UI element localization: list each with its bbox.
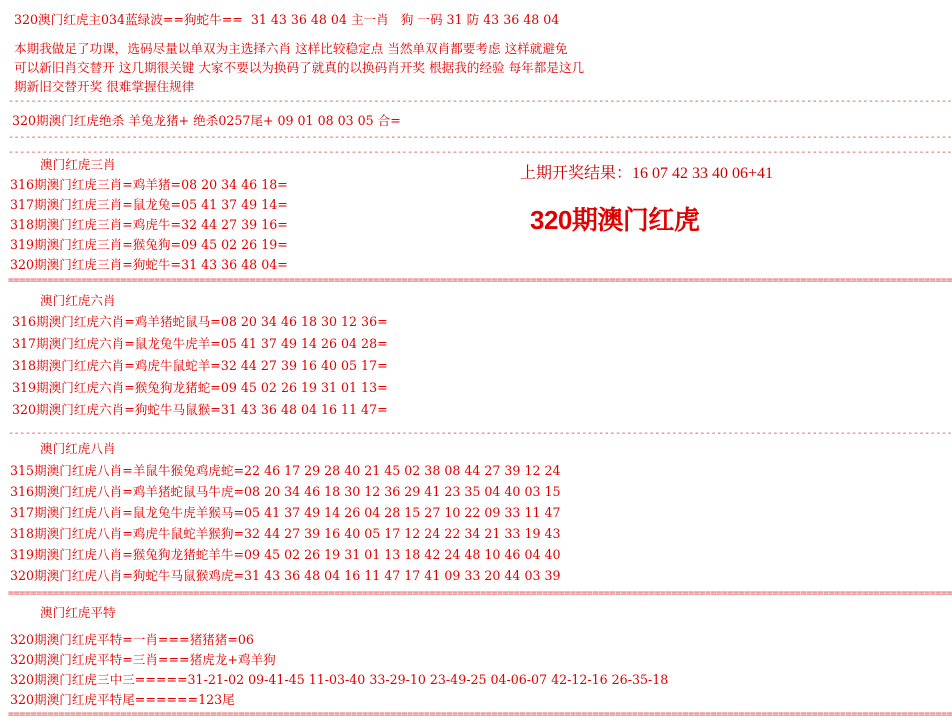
special-row: 320期澳门红虎平特尾======123尾 [10, 692, 235, 707]
special-row: 320期澳门红虎三中三=====31-21-02 09-41-45 11-03-40 33-29-10 23-49-25 04-06-07 42-12-16 26-35-18 [10, 672, 669, 687]
dash-divider: ------------------------------------------------------------------------------------------------------------------------------------------------------------------------ [8, 96, 952, 107]
dash-divider: ------------------------------------------------------------------------------------------------------------------------------------------------------------------------ [8, 428, 952, 439]
header-title-line: 320澳门红虎主034蓝绿波==狗蛇牛== 31 43 36 48 04 主一肖 狗 一码 31 防 43 36 48 04 [14, 12, 560, 27]
big-title: 320期澳门红虎 [530, 205, 700, 235]
dash-divider: ------------------------------------------------------------------------------------------------------------------------------------------------------------------------ [8, 147, 952, 158]
section-heading-six: 澳门红虎六肖 [40, 293, 116, 308]
kill-line: 320期澳门红虎绝杀 羊兔龙猪+ 绝杀0257尾+ 09 01 08 03 05 合= [12, 113, 401, 128]
last-result: 上期开奖结果：16 07 42 33 40 06+41 [520, 165, 774, 182]
eight-row: 317期澳门红虎八肖=鼠龙兔牛虎羊猴马=05 41 37 49 14 26 04 28 15 27 10 22 09 33 11 47 [10, 505, 561, 520]
eight-row: 320期澳门红虎八肖=狗蛇牛马鼠猴鸡虎=31 43 36 48 04 16 11 47 17 41 09 33 20 44 03 39 [10, 568, 561, 583]
three-row: 318期澳门红虎三肖=鸡虎牛=32 44 27 39 16= [10, 217, 288, 232]
dash-divider: ------------------------------------------------------------------------------------------------------------------------------------------------------------------------ [8, 132, 952, 143]
intro-line-3: 期新旧交替开奖 很难掌握住规律 [14, 79, 195, 94]
section-heading-eight: 澳门红虎八肖 [40, 441, 116, 456]
eight-row: 316期澳门红虎八肖=鸡羊猪蛇鼠马牛虎=08 20 34 46 18 30 12 36 29 41 23 35 04 40 03 15 [10, 484, 561, 499]
intro-line-2: 可以新旧肖交替开 这几期很关键 大家不要以为换码了就真的以换码肖开奖 根据我的经验 每年都是这几 [14, 60, 585, 75]
eight-row: 318期澳门红虎八肖=鸡虎牛鼠蛇羊猴狗=32 44 27 39 16 40 05 17 12 24 22 34 21 33 19 43 [10, 526, 561, 541]
six-row: 317期澳门红虎六肖=鼠龙兔牛虎羊=05 41 37 49 14 26 04 28= [12, 336, 388, 351]
six-row: 320期澳门红虎六肖=狗蛇牛马鼠猴=31 43 36 48 04 16 11 47= [12, 402, 388, 417]
equal-divider: ======================================================================================================================================================================== [8, 275, 952, 286]
equal-divider: ======================================================================================================================================================================== [8, 709, 952, 720]
six-row: 316期澳门红虎六肖=鸡羊猪蛇鼠马=08 20 34 46 18 30 12 36= [12, 314, 388, 329]
three-row: 316期澳门红虎三肖=鸡羊猪=08 20 34 46 18= [10, 177, 288, 192]
special-row: 320期澳门红虎平特=一肖===猪猪猪=06 [10, 632, 254, 647]
intro-line-1: 本期我做足了功课，选码尽量以单双为主选择六肖 这样比较稳定点 当然单双肖都要考虑 这样就避免 [14, 41, 568, 56]
six-row: 319期澳门红虎六肖=猴兔狗龙猪蛇=09 45 02 26 19 31 01 13= [12, 380, 388, 395]
special-row: 320期澳门红虎平特=三肖===猪虎龙+鸡羊狗 [10, 652, 276, 667]
eight-row: 319期澳门红虎八肖=猴兔狗龙猪蛇羊牛=09 45 02 26 19 31 01 13 18 42 24 48 10 46 04 40 [10, 547, 561, 562]
section-heading-special: 澳门红虎平特 [40, 605, 116, 620]
section-heading-three: 澳门红虎三肖 [40, 157, 116, 172]
three-row: 319期澳门红虎三肖=猴兔狗=09 45 02 26 19= [10, 237, 288, 252]
eight-row: 315期澳门红虎八肖=羊鼠牛猴兔鸡虎蛇=22 46 17 29 28 40 21 45 02 38 08 44 27 39 12 24 [10, 463, 561, 478]
equal-divider: ======================================================================================================================================================================== [8, 588, 952, 599]
three-row: 320期澳门红虎三肖=狗蛇牛=31 43 36 48 04= [10, 257, 288, 272]
six-row: 318期澳门红虎六肖=鸡虎牛鼠蛇羊=32 44 27 39 16 40 05 17= [12, 358, 388, 373]
three-row: 317期澳门红虎三肖=鼠龙兔=05 41 37 49 14= [10, 197, 288, 212]
